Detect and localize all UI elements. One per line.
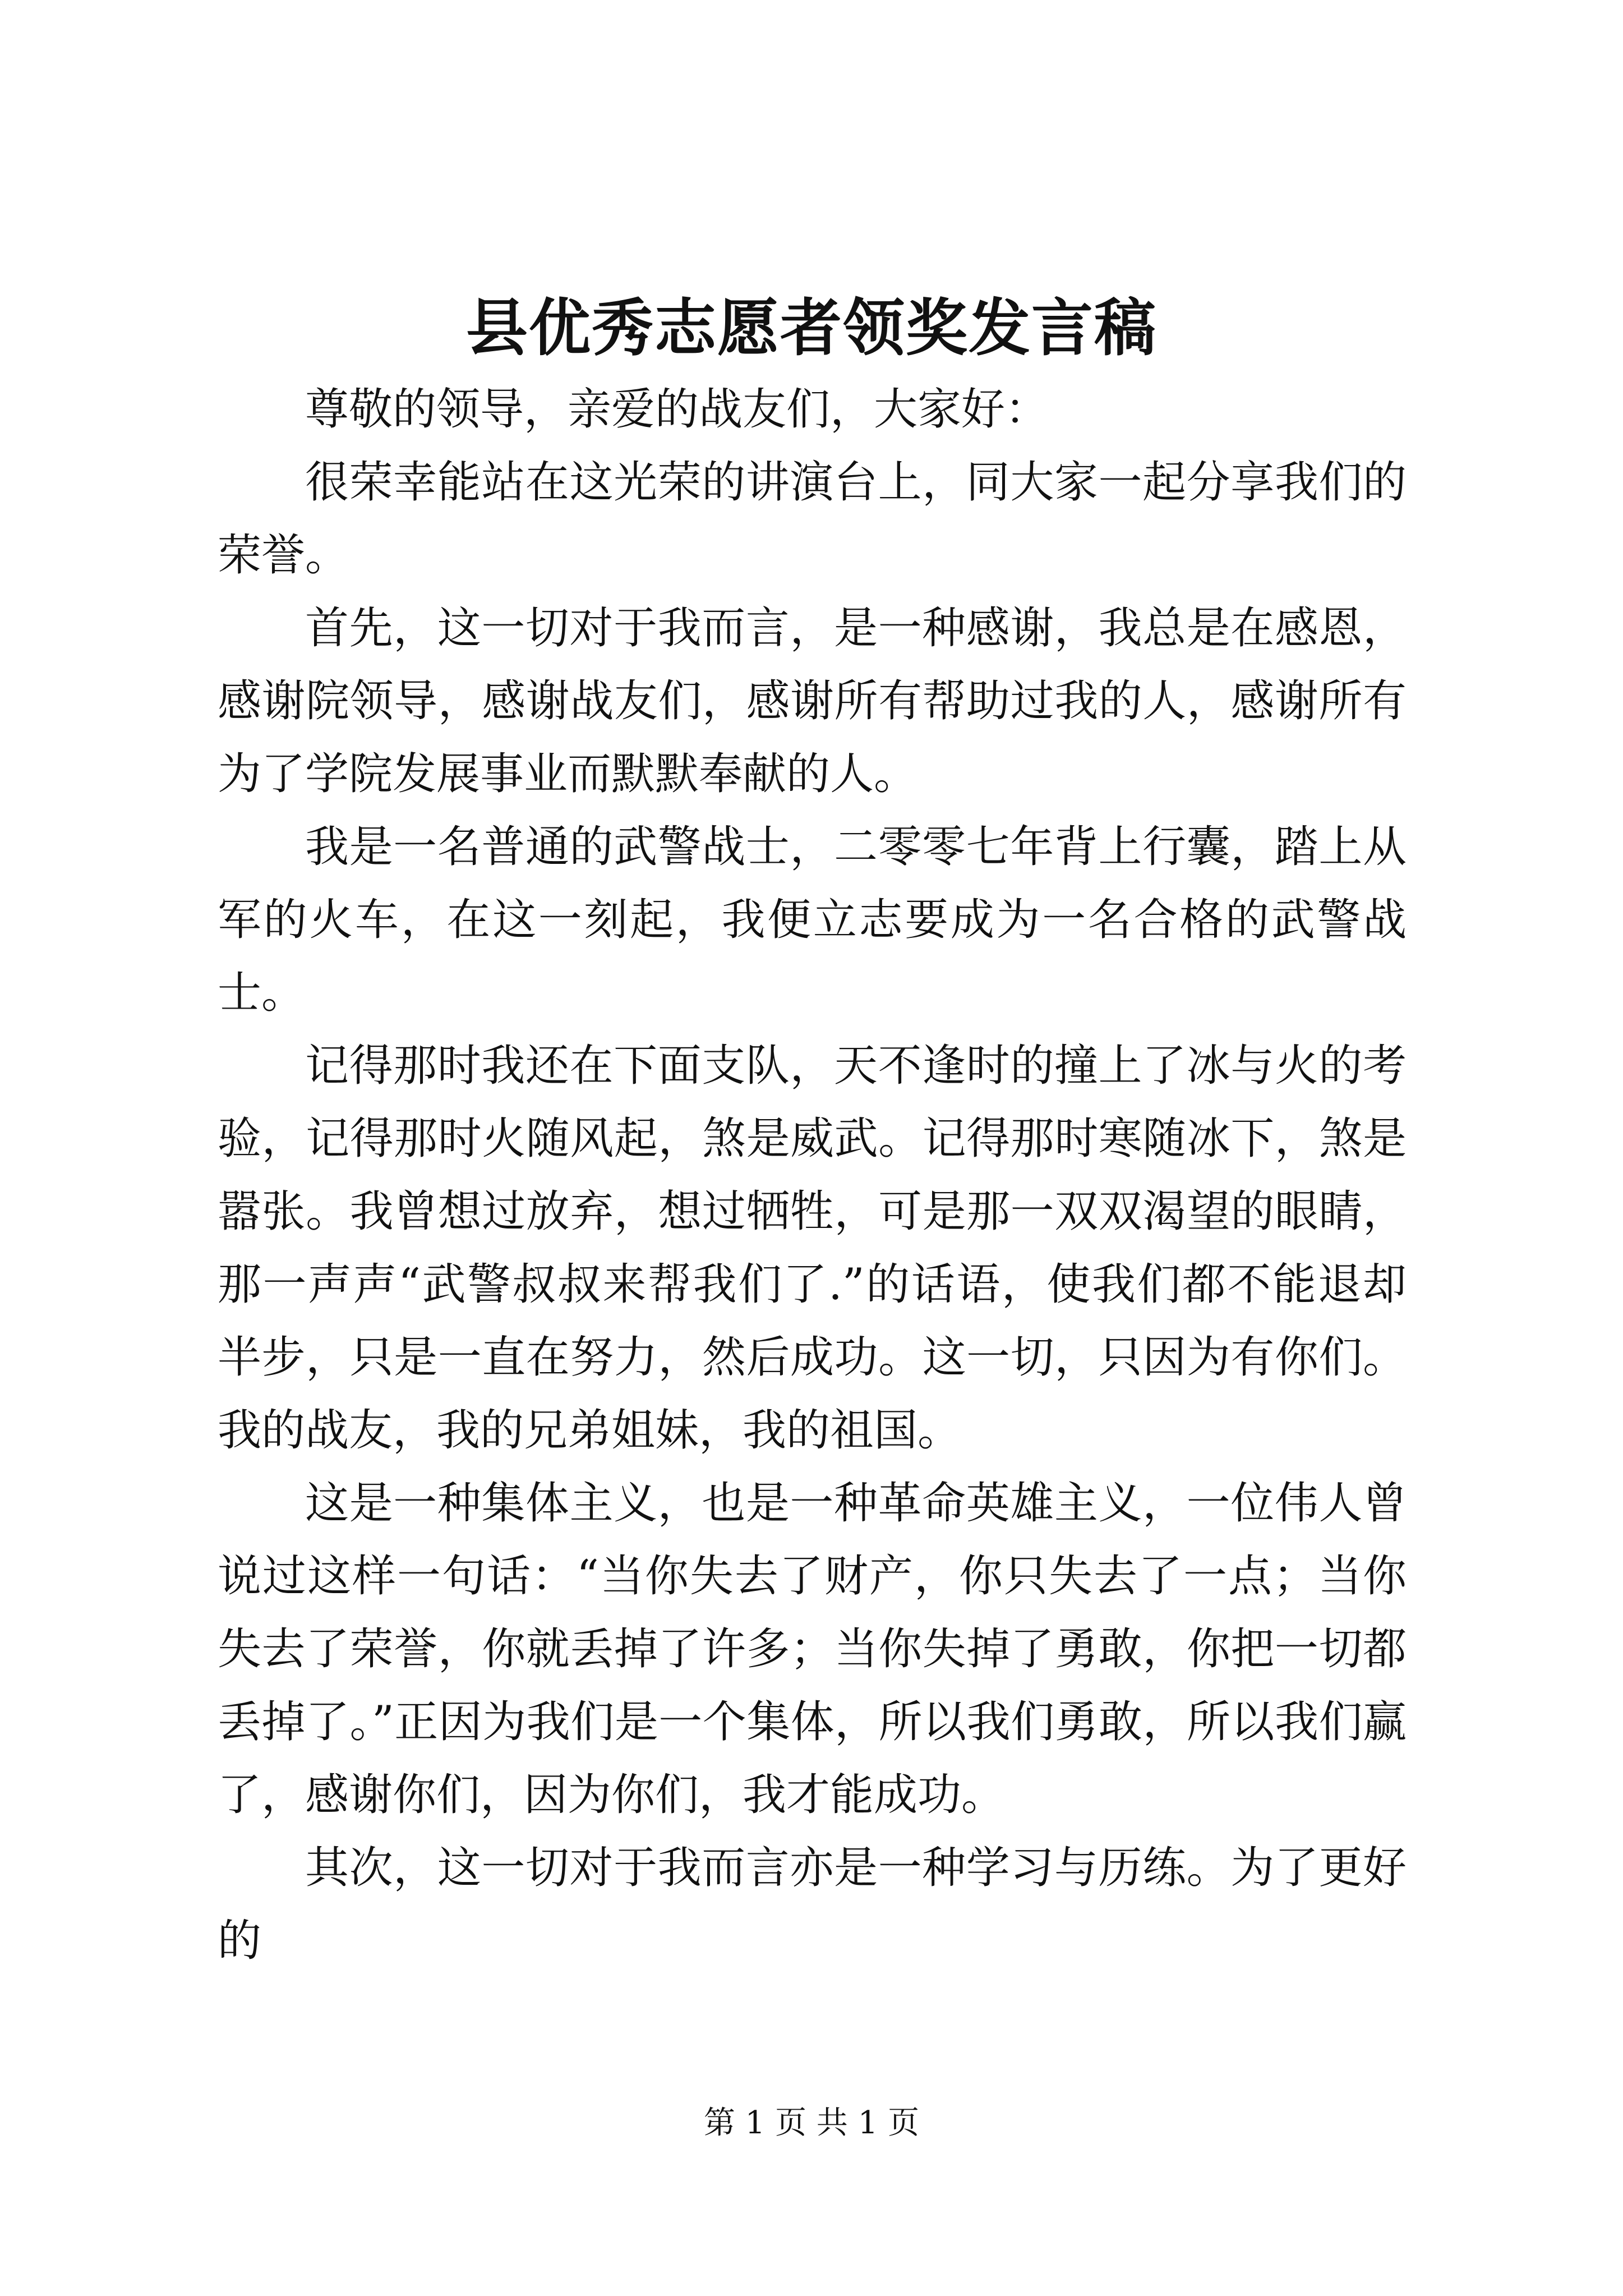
paragraph-honor: 很荣幸能站在这光荣的讲演台上，同大家一起分享我们的荣誉。 bbox=[218, 457, 1407, 581]
document-title: 县优秀志愿者领奖发言稿 bbox=[466, 292, 1157, 364]
paragraph-learning: 其次，这一切对于我而言亦是一种学习与历练。为了更好的 bbox=[218, 1843, 1407, 1966]
page-footer: 第 1 页 共 1 页 bbox=[703, 2105, 920, 2141]
document-body bbox=[218, 373, 1407, 1977]
paragraph-gratitude: 首先，这一切对于我而言，是一种感谢，我总是在感恩，感谢院领导，感谢战友们，感谢所有帮助过我的人，感谢所有为了学院发展事业而默默奉献的人。 bbox=[218, 603, 1407, 799]
paragraph-enlistment: 我是一名普通的武警战士，二零零七年背上行囊，踏上从军的火车，在这一刻起，我便立志要成为一名合格的武警战士。 bbox=[218, 822, 1407, 1018]
paragraph-memories: 记得那时我还在下面支队，天不逢时的撞上了冰与火的考验，记得那时火随风起，煞是威武。记得那时寒随冰下，煞是嚣张。我曾想过放弃，想过牺牲，可是那一双双渴望的眼睛，那一声声“武警叔叔来帮我们了.”的话语，使我们都不能退却半步，只是一直在努力，然后成功。这一切，只因为有你们。我的战友，我的兄弟姐妹，我的祖国。 bbox=[218, 1041, 1407, 1456]
paragraph-greeting: 尊敬的领导，亲爱的战友们，大家好： bbox=[305, 384, 1049, 435]
paragraph-collectivism: 这是一种集体主义，也是一种革命英雄主义，一位伟人曾说过这样一句话：“当你失去了财产，你只失去了一点；当你失去了荣誉，你就丢掉了许多；当你失掉了勇敢，你把一切都丢掉了。”正因为我们是一个集体，所以我们勇敢，所以我们赢了，感谢你们，因为你们，我才能成功。 bbox=[218, 1478, 1407, 1820]
